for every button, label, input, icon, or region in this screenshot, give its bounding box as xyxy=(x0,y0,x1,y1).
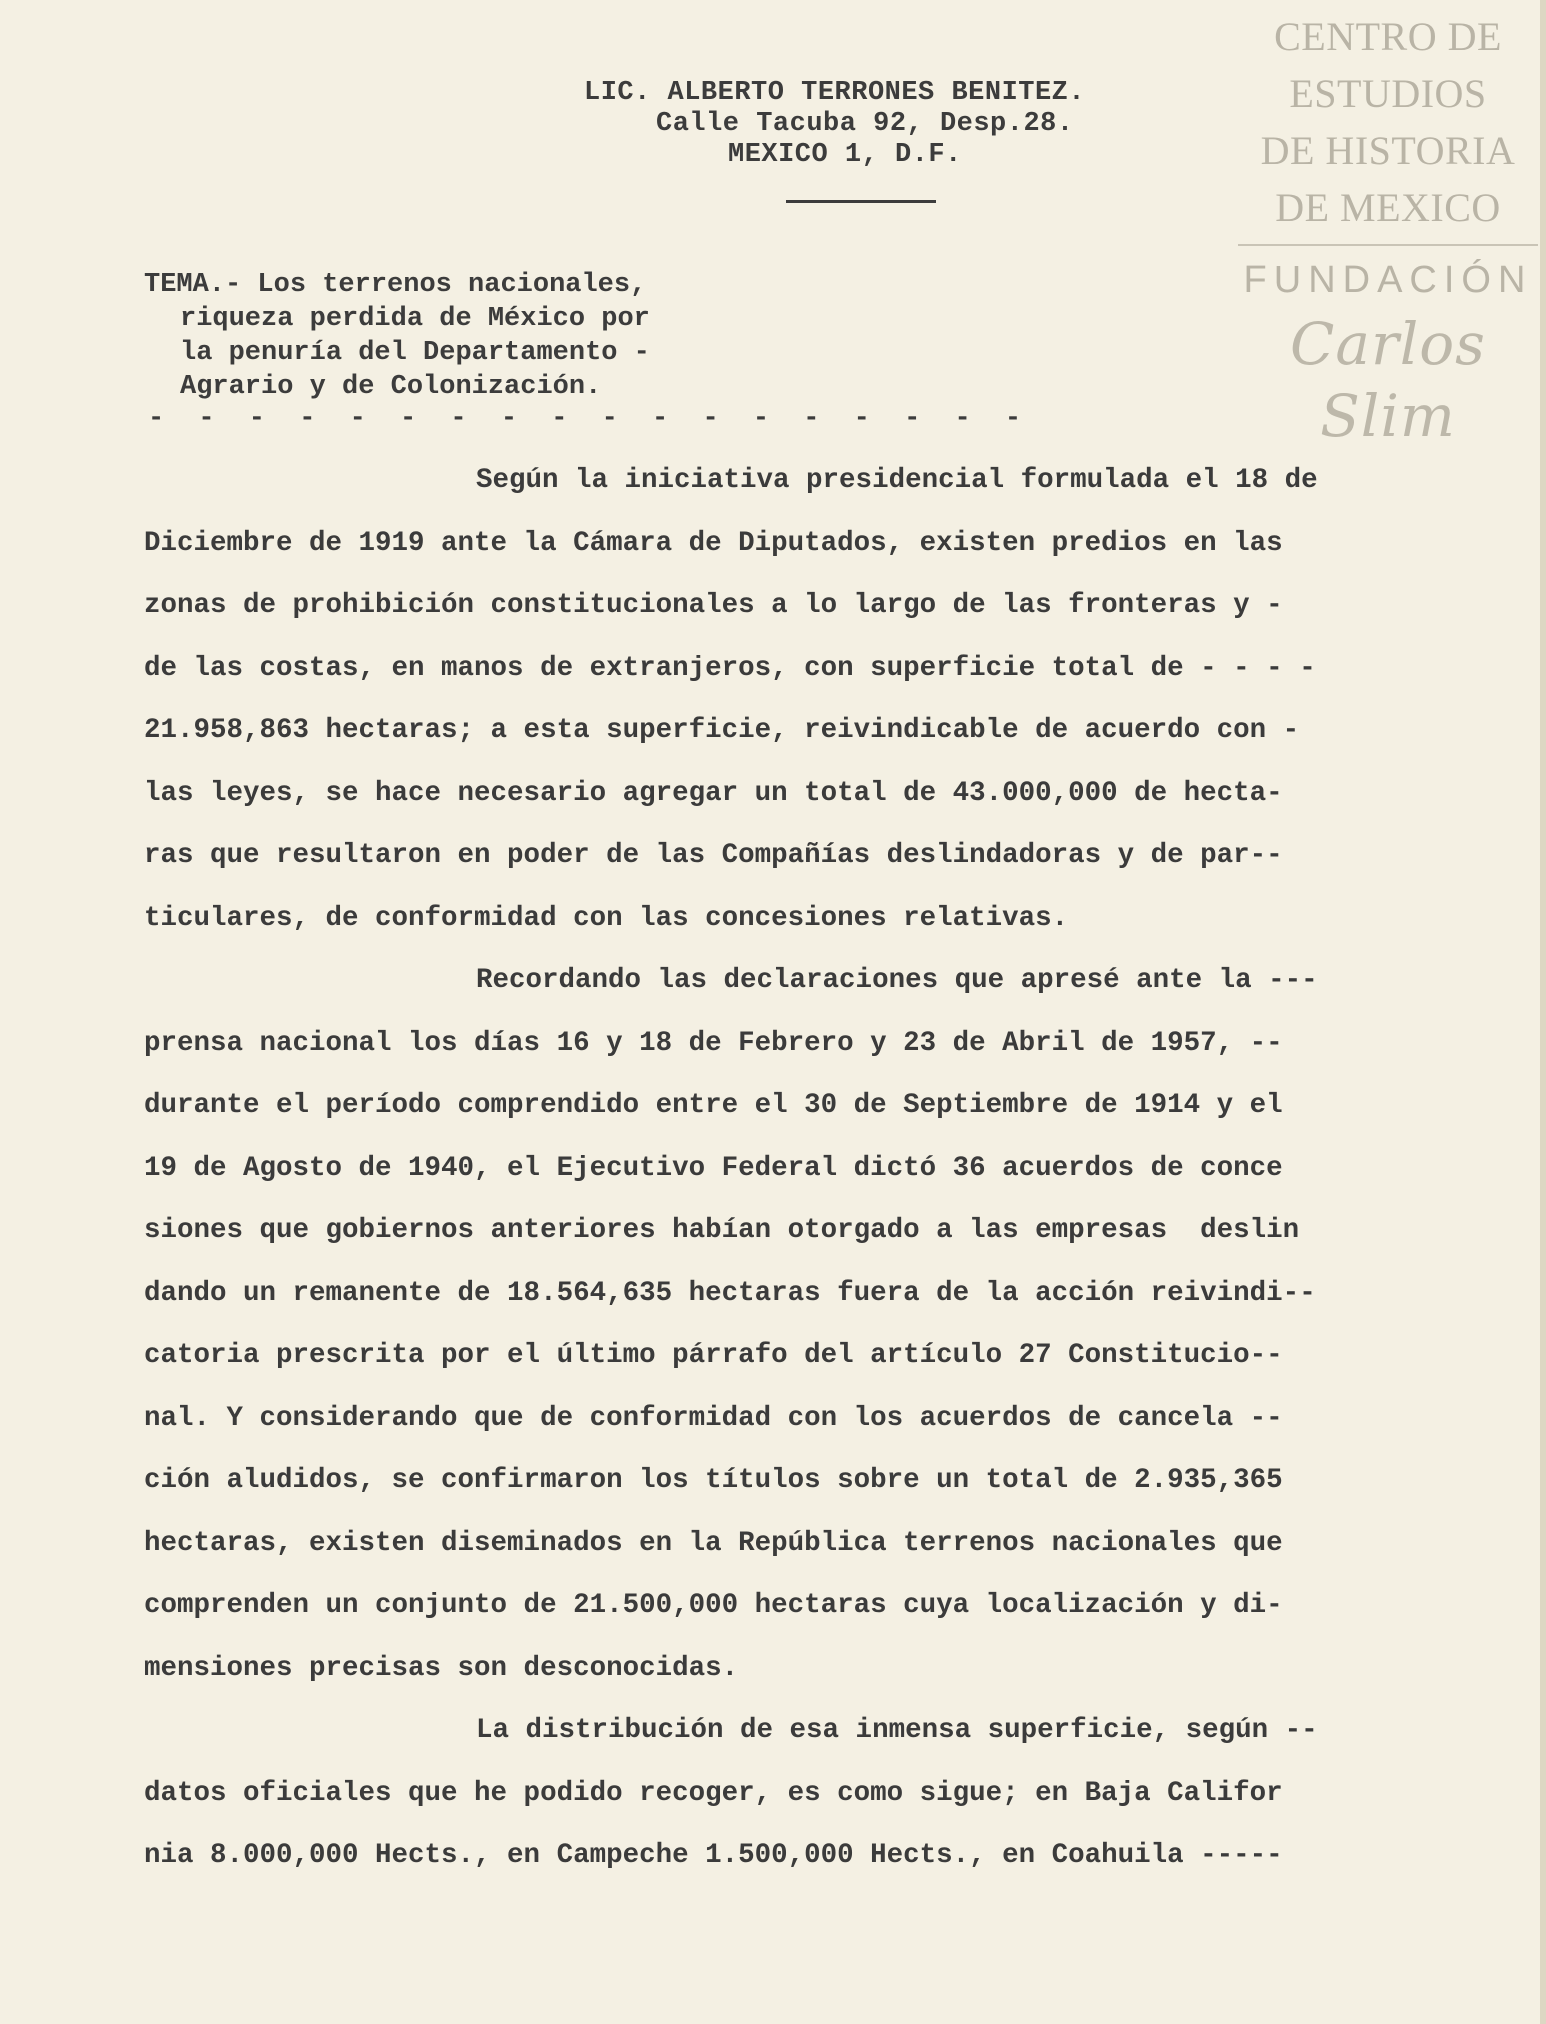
text-line: 19 de Agosto de 1940, el Ejecutivo Federal dictó 36 acuerdos de conce xyxy=(144,1152,1283,1184)
text-line: Diciembre de 1919 ante la Cámara de Diputados, existen predios en las xyxy=(144,527,1283,559)
letterhead-underline xyxy=(786,200,936,203)
text-line: 21.958,863 hectaras; a esta superficie, reivindicable de acuerdo con - xyxy=(144,715,1300,746)
subject-dashed-rule: - - - - - - - - - - - - - - - - - - xyxy=(148,404,1031,434)
text-line: ción aludidos, se confirmaron los títulos sobre un total de 2.935,365 xyxy=(144,1465,1283,1496)
text-line: La distribución de esa inmensa superficie, según -- xyxy=(476,1715,1318,1746)
text-line: prensa nacional los días 16 y 18 de Febrero y 23 de Abril de 1957, -- xyxy=(144,1027,1283,1059)
watermark-line: CENTRO DE xyxy=(1274,14,1502,59)
archive-watermark xyxy=(1238,8,1538,452)
text-line: Según la iniciativa presidencial formulada el 18 de xyxy=(476,465,1318,496)
document-body xyxy=(144,450,1434,1888)
subject-line: la penuría del Departamento - xyxy=(180,338,650,368)
letterhead-address: Calle Tacuba 92, Desp.28. xyxy=(656,109,1074,139)
text-line: de las costas, en manos de extranjeros, con superficie total de - - - - xyxy=(144,652,1316,684)
text-line: hectaras, existen diseminados en la República terrenos nacionales que xyxy=(144,1527,1283,1559)
letterhead-city: MEXICO 1, D.F. xyxy=(728,140,962,170)
text-line: ticulares, de conformidad con las concesiones relativas. xyxy=(144,902,1069,934)
watermark-line: DE HISTORIA xyxy=(1260,128,1516,173)
text-line: zonas de prohibición constitucionales a lo largo de las fronteras y - xyxy=(144,590,1283,621)
text-line: comprenden un conjunto de 21.500,000 hectaras cuya localización y di- xyxy=(144,1590,1283,1621)
letterhead xyxy=(560,78,1160,171)
letterhead-name: LIC. ALBERTO TERRONES BENITEZ. xyxy=(584,78,1086,108)
watermark-signature: Carlos Slim xyxy=(1290,310,1486,450)
text-line: durante el período comprendido entre el 30 de Septiembre de 1914 y el xyxy=(144,1090,1283,1121)
text-line: las leyes, se hace necesario agregar un total de 43.000,000 de hecta- xyxy=(144,777,1283,809)
page-edge xyxy=(1540,0,1546,2024)
text-line: dando un remanente de 18.564,635 hectaras fuera de la acción reivindi-- xyxy=(144,1277,1316,1309)
text-line: catoria prescrita por el último párrafo del artículo 27 Constitucio-- xyxy=(144,1340,1283,1371)
subject-line: riqueza perdida de México por xyxy=(180,304,650,334)
watermark-divider xyxy=(1238,244,1538,246)
text-line: nal. Y considerando que de conformidad con los acuerdos de cancela -- xyxy=(144,1402,1283,1434)
watermark-line: DE MEXICO xyxy=(1275,185,1501,230)
subject-line: TEMA.- Los terrenos nacionales, xyxy=(144,270,647,300)
text-line: siones que gobiernos anteriores habían otorgado a las empresas deslin xyxy=(144,1215,1300,1246)
text-line: mensiones precisas son desconocidas. xyxy=(144,1652,739,1684)
watermark-fundacion: FUNDACIÓN xyxy=(1243,259,1533,301)
subject-block xyxy=(144,268,744,404)
text-line: Recordando las declaraciones que apresé ante la --- xyxy=(476,965,1318,996)
subject-line: Agrario y de Colonización. xyxy=(180,372,602,402)
text-line: nia 8.000,000 Hects., en Campeche 1.500,000 Hects., en Coahuila ----- xyxy=(144,1840,1283,1871)
watermark-line: ESTUDIOS xyxy=(1289,71,1487,116)
paragraph xyxy=(144,950,1434,1700)
text-line: ras que resultaron en poder de las Compañías deslindadoras y de par-- xyxy=(144,840,1283,871)
paragraph xyxy=(144,1700,1434,1888)
paragraph xyxy=(144,450,1434,950)
text-line: datos oficiales que he podido recoger, es como sigue; en Baja Califor xyxy=(144,1777,1283,1809)
